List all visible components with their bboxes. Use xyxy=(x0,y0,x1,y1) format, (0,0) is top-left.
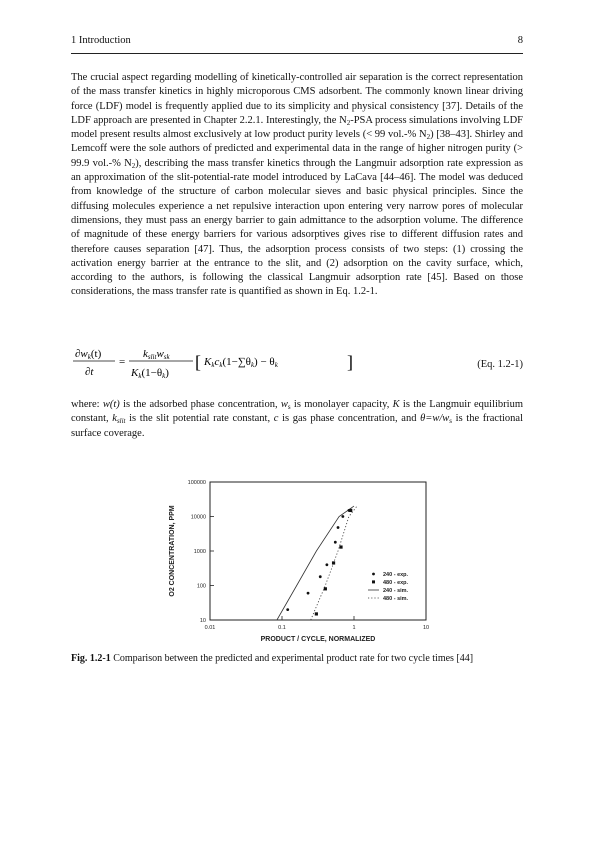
y-tick-label: 10000 xyxy=(190,514,206,521)
x-tick-label: 0.01 xyxy=(204,625,216,631)
figure-caption xyxy=(71,652,523,665)
y-tick-label: 100000 xyxy=(187,480,206,486)
series-line-240-sim- xyxy=(277,506,354,620)
legend-marker-square xyxy=(372,580,375,583)
legend-marker-circle xyxy=(372,573,375,576)
data-point-circle xyxy=(319,575,322,578)
x-axis-label: PRODUCT / CYCLE, NORMALIZED xyxy=(260,636,376,643)
legend-label: 240 - sim. xyxy=(383,588,409,594)
x-tick-label: 0.1 xyxy=(278,625,286,631)
x-tick-label: 10 xyxy=(422,625,430,631)
product-rate-chart xyxy=(160,468,440,648)
paragraph-mass-transfer: The crucial aspect regarding modelling of kinetically-controlled air separation is the correct representation of the mass transfer kinetics in highly microporous CMS adsorbent. The commonly known linear driving force (LDF) model is frequently applied due to its simplicity and physical consistency [37]. Details of the LDF approach are presented in Chapter 2.2.1. Interestingly, the $N_2$-PSA process simulations involving LDF model present results almost exclusively at low product purity levels (< 99 vol.-% $N_2$) [38–43]. Shirley and Lemcoff were the sole authors of predicted and experimental data in the range of higher nitrogen purity (> 99.9 vol.-% $N_2$), describing the mass transfer kinetics through the Langmuir adsorption rate expression as an approximation of the slit-potential-rate model introduced by LaCava [44–46]. The model was deduced from knowledge of the structure of carbon molecular sieves and basic physical principles. Since the diffusing molecules experience a net repulsive interaction upon entering very narrow pores of molecular dimensions, they must pass an energy barrier to gain admittance to the adsorption volume. The difference of magnitude of these energy barriers for various adsorptives gives rise to different diffusion rates and therefore causes separation [47]. Thus, the adsorption process consists of two steps: (1) crossing the activation energy barrier at the entrance to the slit, and (2) adsorption on the cavity surface, which, according to the authors, is following the classical Langmuir adsorption rate [45]. Based on those considerations, the mass transfer rate is quantified as shown in Eq. 1.2-1. xyxy=(71,72,523,298)
data-point-square xyxy=(339,545,342,548)
equation-1-2-1 xyxy=(71,343,523,387)
data-point-circle xyxy=(307,592,310,595)
svg-text:=: = xyxy=(119,356,126,368)
y-tick-label: 1000 xyxy=(193,549,206,555)
caption-label: Fig. 1.2-1 xyxy=(71,653,111,664)
series-points xyxy=(286,509,352,616)
page-number: 8 xyxy=(517,35,523,46)
data-point-circle xyxy=(286,608,289,611)
header-rule xyxy=(71,53,523,54)
data-point-square xyxy=(349,509,352,512)
x-tick-label: 1 xyxy=(352,625,356,631)
data-point-square xyxy=(324,587,327,590)
data-point-square xyxy=(332,561,335,564)
svg-text:[: [ xyxy=(195,352,201,372)
legend-label: 240 - exp. xyxy=(383,572,409,578)
data-point-square xyxy=(315,612,318,615)
series-lines xyxy=(277,506,357,620)
svg-text:∂t: ∂t xyxy=(85,366,94,378)
chapter-title: 1 Introduction xyxy=(71,35,131,46)
y-axis-label: O2 CONCENTRATION, PPM xyxy=(169,505,176,597)
equation-number: (Eq. 1.2-1) xyxy=(477,359,523,370)
svg-text:kslitwsk: kslitwsk xyxy=(143,348,170,361)
legend-label: 480 - sim. xyxy=(383,596,409,602)
equation-formula xyxy=(71,343,411,387)
figure-1-2-1 xyxy=(160,468,440,648)
y-tick-label: 100 xyxy=(196,583,206,590)
y-tick-label: 10 xyxy=(199,618,206,624)
svg-text:∂wk(t): ∂wk(t) xyxy=(75,348,102,361)
svg-text:Kkck(1−∑θk) − θk: Kkck(1−∑θk) − θk xyxy=(204,356,278,369)
axis-ticks xyxy=(188,480,429,631)
legend xyxy=(368,572,409,602)
data-point-circle xyxy=(341,515,344,518)
data-point-circle xyxy=(325,563,328,566)
data-point-circle xyxy=(337,526,340,529)
legend-label: 480 - exp. xyxy=(383,580,409,586)
paragraph-definitions: where: w(t) is the adsorbed phase concentration, $w_s$ is monolayer capacity, K is the Langmuir equilibrium constant, $k_{slit}$ is the slit potential rate constant, c is gas phase concentration, and $\theta=w/w_s$ is the fractional surface coverage. xyxy=(71,399,523,439)
svg-text:]: ] xyxy=(347,352,353,372)
svg-text:Kk(1−θk): Kk(1−θk) xyxy=(131,367,169,380)
caption-text: Comparison between the predicted and experimental product rate for two cycle times [44] xyxy=(110,653,474,664)
page-header xyxy=(71,35,523,51)
data-point-circle xyxy=(334,541,337,544)
